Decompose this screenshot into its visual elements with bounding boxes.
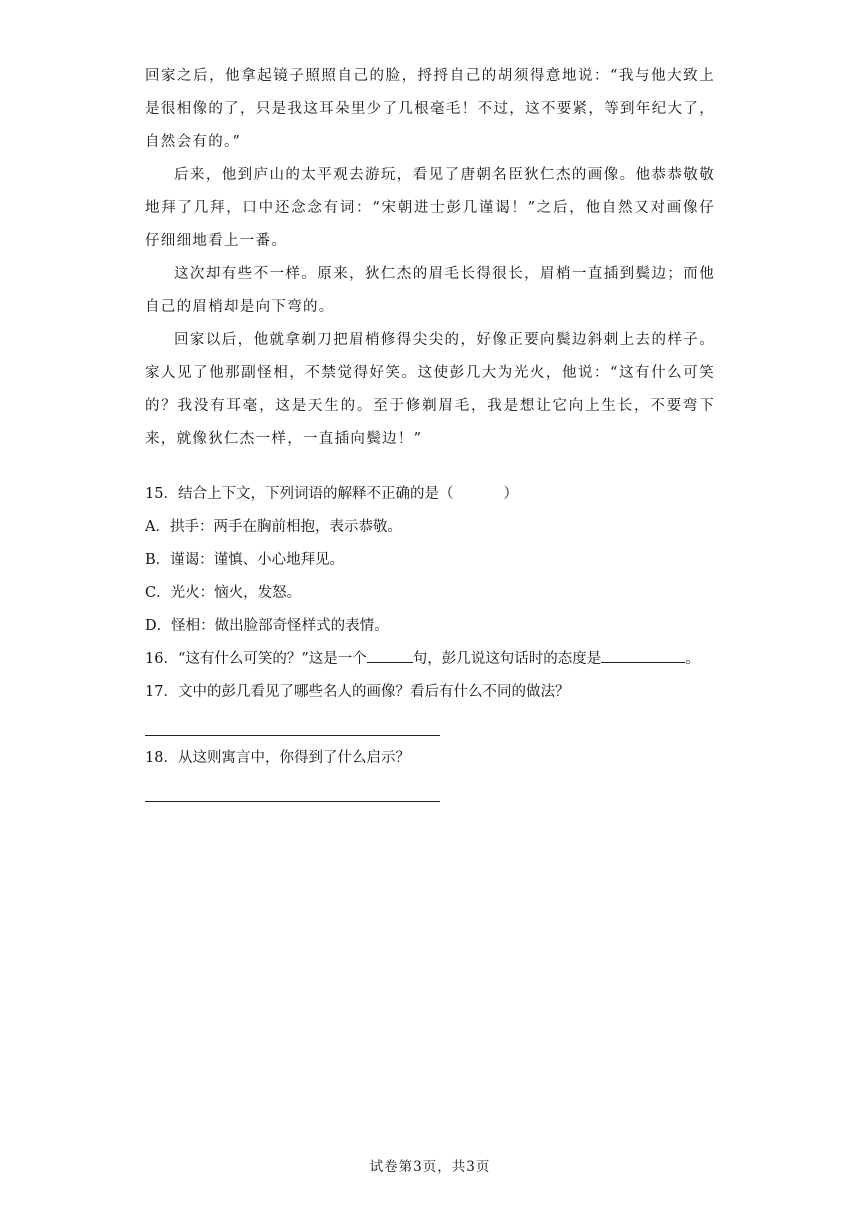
option-a: A．拱手：两手在胸前相抱，表示恭敬。 xyxy=(145,519,402,535)
option-c: C．光火：恼火，发怒。 xyxy=(145,585,302,601)
passage-paragraph-4: 回家以后，他就拿剃刀把眉梢修得尖尖的，好像正要向鬓边斜刺上去的样子。家人见了他那副怪相，不禁觉得好笑。这使彭几大为光火，他说：“这有什么可笑的？我没有耳毫，这是天生的。至于修剃眉毛，我是想让它向上生长，不要弯下来，就像狄仁杰一样，一直插向鬓边！” xyxy=(145,332,715,447)
passage-paragraph-3: 这次却有些不一样。原来，狄仁杰的眉毛长得很长，眉梢一直插到鬓边；而他自己的眉梢却是向下弯的。 xyxy=(145,266,715,315)
question-15-close: ） xyxy=(503,486,518,502)
question-18: 18．从这则寓言中，你得到了什么启示？ xyxy=(145,750,410,766)
passage-paragraph-2: 后来，他到庐山的太平观去游玩，看见了唐朝名臣狄仁杰的画像。他恭恭敬敬地拜了几拜，口中还念念有词：“宋朝进士彭几谨谒！”之后，他自然又对画像仔仔细细地看上一番。 xyxy=(145,167,715,249)
reading-passage xyxy=(145,60,715,456)
question-16 xyxy=(145,643,745,676)
passage-paragraph-1: 回家之后，他拿起镜子照照自己的脸，捋捋自己的胡须得意地说：“我与他大致上是很相像的了，只是我这耳朵里少了几根毫毛！不过，这不要紧，等到年纪大了，自然会有的。” xyxy=(145,68,715,150)
question-17: 17．文中的彭几看见了哪些名人的画像？看后有什么不同的做法？ xyxy=(145,684,570,700)
option-d: D．怪相：做出脸部奇怪样式的表情。 xyxy=(145,618,389,634)
question-16-part3: 。 xyxy=(685,651,700,667)
question-18-answer-line[interactable] xyxy=(145,775,440,802)
page-footer: 试卷第3页，共3页 xyxy=(369,1159,491,1175)
attitude-blank[interactable] xyxy=(601,648,685,663)
question-15 xyxy=(145,478,745,511)
option-b: B．谨谒：谨慎、小心地拜见。 xyxy=(145,552,345,568)
question-16-part1: 16．“这有什么可笑的？”这是一个 xyxy=(145,651,367,667)
question-section xyxy=(145,478,745,808)
question-15-stem: 15．结合上下文，下列词语的解释不正确的是（ xyxy=(145,486,454,502)
question-17-answer-line[interactable] xyxy=(145,709,440,736)
question-16-part2: 句，彭几说这句话时的态度是 xyxy=(412,651,602,667)
sentence-type-blank[interactable] xyxy=(367,648,413,663)
